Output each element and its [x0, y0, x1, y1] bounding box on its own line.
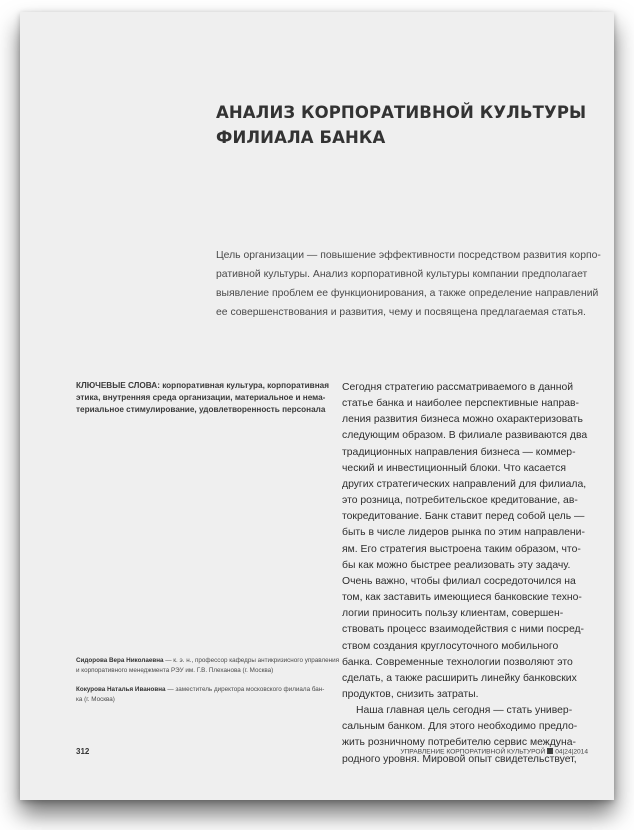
square-bullet-icon	[547, 748, 553, 754]
lead-line: Цель организации — повышение эффективности посредством развития корпо-	[216, 250, 601, 261]
author-info	[76, 656, 340, 675]
body-line: ческий и инвестиционный блоки. Что касается	[342, 462, 566, 474]
body-line: других стратегических направлений для филиала,	[342, 478, 587, 490]
author-name: Кокурова Наталья Ивановна	[76, 686, 166, 693]
keywords-line: КЛЮЧЕВЫЕ СЛОВА: корпоративная культура, корпоративная	[76, 381, 329, 390]
body-line: бы как можно быстрее реализовать эту задачу.	[342, 559, 571, 571]
lead-line: выявление проблем ее функционирования, а также определение направлений	[216, 288, 599, 299]
journal-name: УПРАВЛЕНИЕ КОРПОРАТИВНОЙ КУЛЬТУРОЙ	[400, 748, 546, 756]
body-line: том, как заставить имеющиеся банковские техно-	[342, 592, 582, 604]
body-line: Очень важно, чтобы филиал сосредоточился на	[342, 575, 576, 587]
body-line: Сегодня стратегию рассматриваемого в данной	[342, 382, 574, 393]
body-line: сделать, а также расширить линейку банковских	[342, 672, 577, 684]
keywords-block	[76, 380, 329, 416]
author-description: — к. э. н., профессор кафедры антикризисного управления	[163, 657, 340, 664]
body-line: банка. Современные технологии позволяют это	[342, 656, 573, 668]
body-line: традиционных направления бизнеса — коммер-	[342, 446, 576, 458]
body-line: ствовать процесс взаимодействия с ними посред-	[342, 624, 585, 636]
author-info	[76, 685, 326, 704]
author-line	[76, 656, 340, 666]
body-line: ям. Его стратегия выстроена таким образом, что-	[342, 543, 581, 555]
author-line	[76, 685, 326, 695]
body-line: ством создания круглосуточного мобильного	[342, 640, 559, 652]
body-line: логии приносить пользу клиентам, совершен-	[342, 608, 564, 620]
article-title	[216, 100, 596, 150]
body-line: родного уровня. Мировой опыт свидетельствует,	[342, 753, 577, 765]
lead-line: ее совершенствования и развития, чему и посвящена предлагаемая статья.	[216, 307, 586, 318]
journal-footer	[400, 748, 588, 756]
body-line: ления развития бизнеса можно охарактеризовать	[342, 414, 583, 426]
document-page	[20, 12, 614, 800]
body-line: сальным банком. Для этого необходимо предло-	[342, 721, 578, 733]
page-number: 312	[76, 747, 90, 756]
body-line: следующим образом. В филиале развиваются два	[342, 430, 588, 442]
body-line: продуктов, снизить затраты.	[342, 688, 479, 700]
body-line: токредитование. Банк ставит перед собой цель —	[342, 511, 585, 523]
author-description: ка (г. Москва)	[76, 695, 115, 703]
keywords-line: этика, внутренняя среда организации, материальное и нема-	[76, 393, 326, 402]
lead-line: ративной культуры. Анализ корпоративной культуры компании предполагает	[216, 269, 588, 280]
article-title-line: АНАЛИЗ КОРПОРАТИВНОЙ КУЛЬТУРЫ	[216, 103, 587, 122]
body-line: это розница, потребительское кредитование, ав-	[342, 495, 578, 507]
body-line: Наша главная цель сегодня — стать универ-	[356, 705, 573, 717]
journal-issue: 04|24|2014	[555, 748, 588, 756]
article-body	[342, 380, 592, 768]
article-title-line: ФИЛИАЛА БАНКА	[216, 128, 386, 147]
author-name: Сидорова Вера Николаевна	[76, 657, 164, 664]
body-line: статье банка и наиболее перспективные направ-	[342, 398, 580, 410]
keywords-line: териальное стимулирование, удовлетворенность персонала	[76, 405, 326, 414]
body-line: жить розничному потребителю сервис междуна-	[342, 737, 576, 749]
body-line: быть в числе лидеров рынка по этим направлени-	[342, 527, 585, 539]
article-lead	[216, 246, 600, 322]
author-description: и корпоративного менеджмента РЭУ им. Г.В. Плеханова (г. Москва)	[76, 666, 274, 674]
author-description: — заместитель директора московского филиала бан-	[165, 686, 325, 693]
